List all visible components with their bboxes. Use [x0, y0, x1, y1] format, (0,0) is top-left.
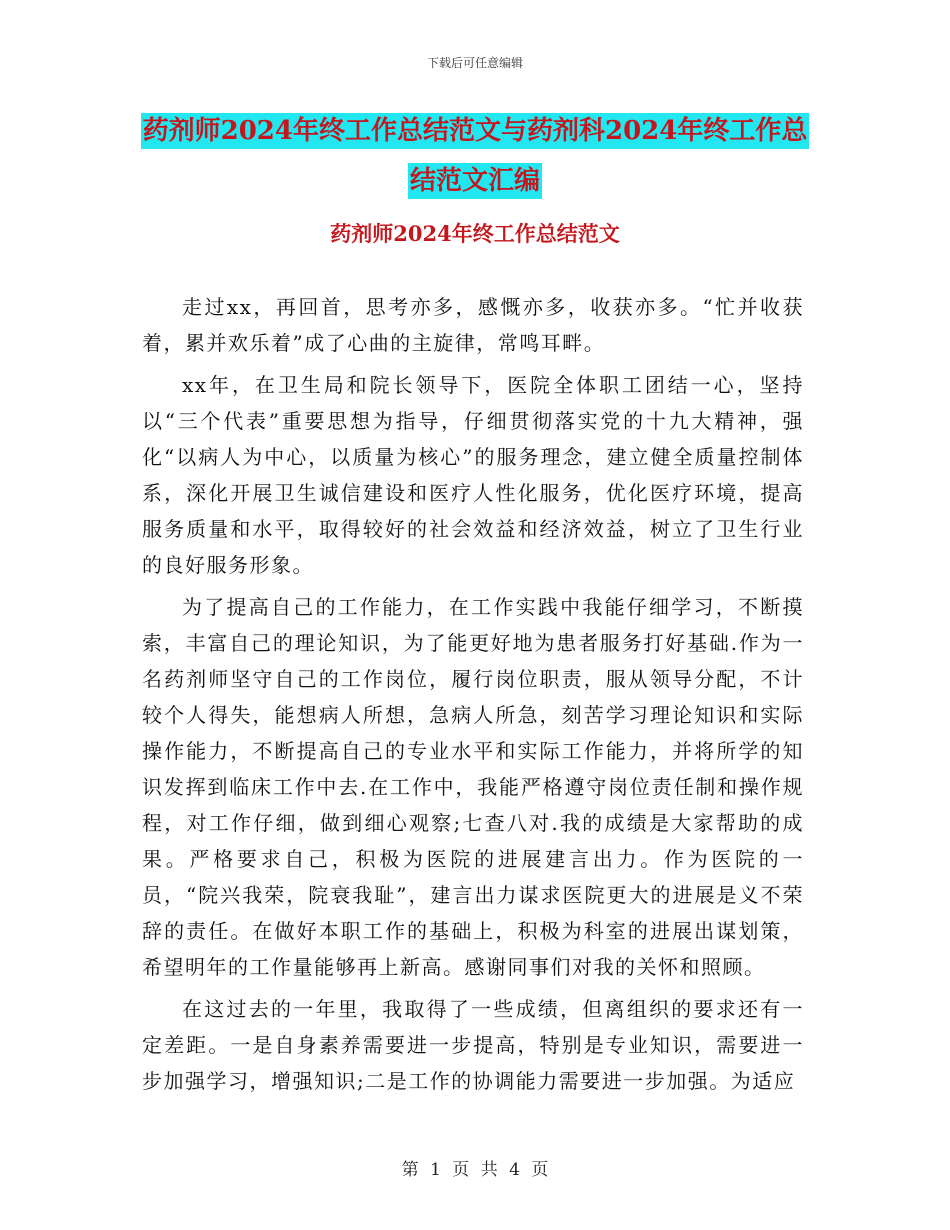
paragraph: xx年，在卫生局和院长领导下，医院全体职工团结一心，坚持以“三个代表”重要思想为指导，仔细贯彻落实党的十九大精神，强化“以病人为中心，以质量为核心”的服务理念，建立健全质量控制体系，深化开展卫生诚信建设和医疗人性化服务，优化医疗环境，提高服务质量和水平，取得较好的社会效益和经济效益，树立了卫生行业的良好服务形象。 [142, 373, 804, 577]
document-title [140, 106, 810, 206]
page-number: 第 1 页 共 4 页 [401, 1160, 549, 1180]
document-body [142, 289, 804, 1105]
document-title-text: 药剂师2024年终工作总结范文与药剂科2024年终工作总结范文汇编 [141, 113, 810, 199]
paragraph: 在这过去的一年里，我取得了一些成绩，但离组织的要求还有一定差距。一是自身素养需要进一步提高，特别是专业知识，需要进一步加强学习，增强知识;二是工作的协调能力需要进一步加强。为适应 [142, 997, 804, 1093]
section-title: 药剂师2024年终工作总结范文 [330, 221, 620, 246]
paragraph: 为了提高自己的工作能力，在工作实践中我能仔细学习，不断摸索，丰富自己的理论知识，为了能更好地为患者服务打好基础.作为一名药剂师坚守自己的工作岗位，履行岗位职责，服从领导分配，不计较个人得失，能想病人所想，急病人所急，刻苦学习理论知识和实际操作能力，不断提高自己的专业水平和实际工作能力，并将所学的知识发挥到临床工作中去.在工作中，我能严格遵守岗位责任制和操作规程，对工作仔细，做到细心观察;七查八对.我的成绩是大家帮助的成果。严格要求自己，积极为医院的进展建言出力。作为医院的一员，“院兴我荣，院衰我耻”，建言出力谋求医院更大的进展是义不荣辞的责任。在做好本职工作的基础上，积极为科室的进展出谋划策，希望明年的工作量能够再上新高。感谢同事们对我的关怀和照顾。 [142, 595, 804, 979]
header-note: 下载后可任意编辑 [426, 56, 523, 70]
paragraph: 走过xx，再回首，思考亦多，感慨亦多，收获亦多。“忙并收获着，累并欢乐着”成了心曲的主旋律，常鸣耳畔。 [142, 295, 804, 355]
